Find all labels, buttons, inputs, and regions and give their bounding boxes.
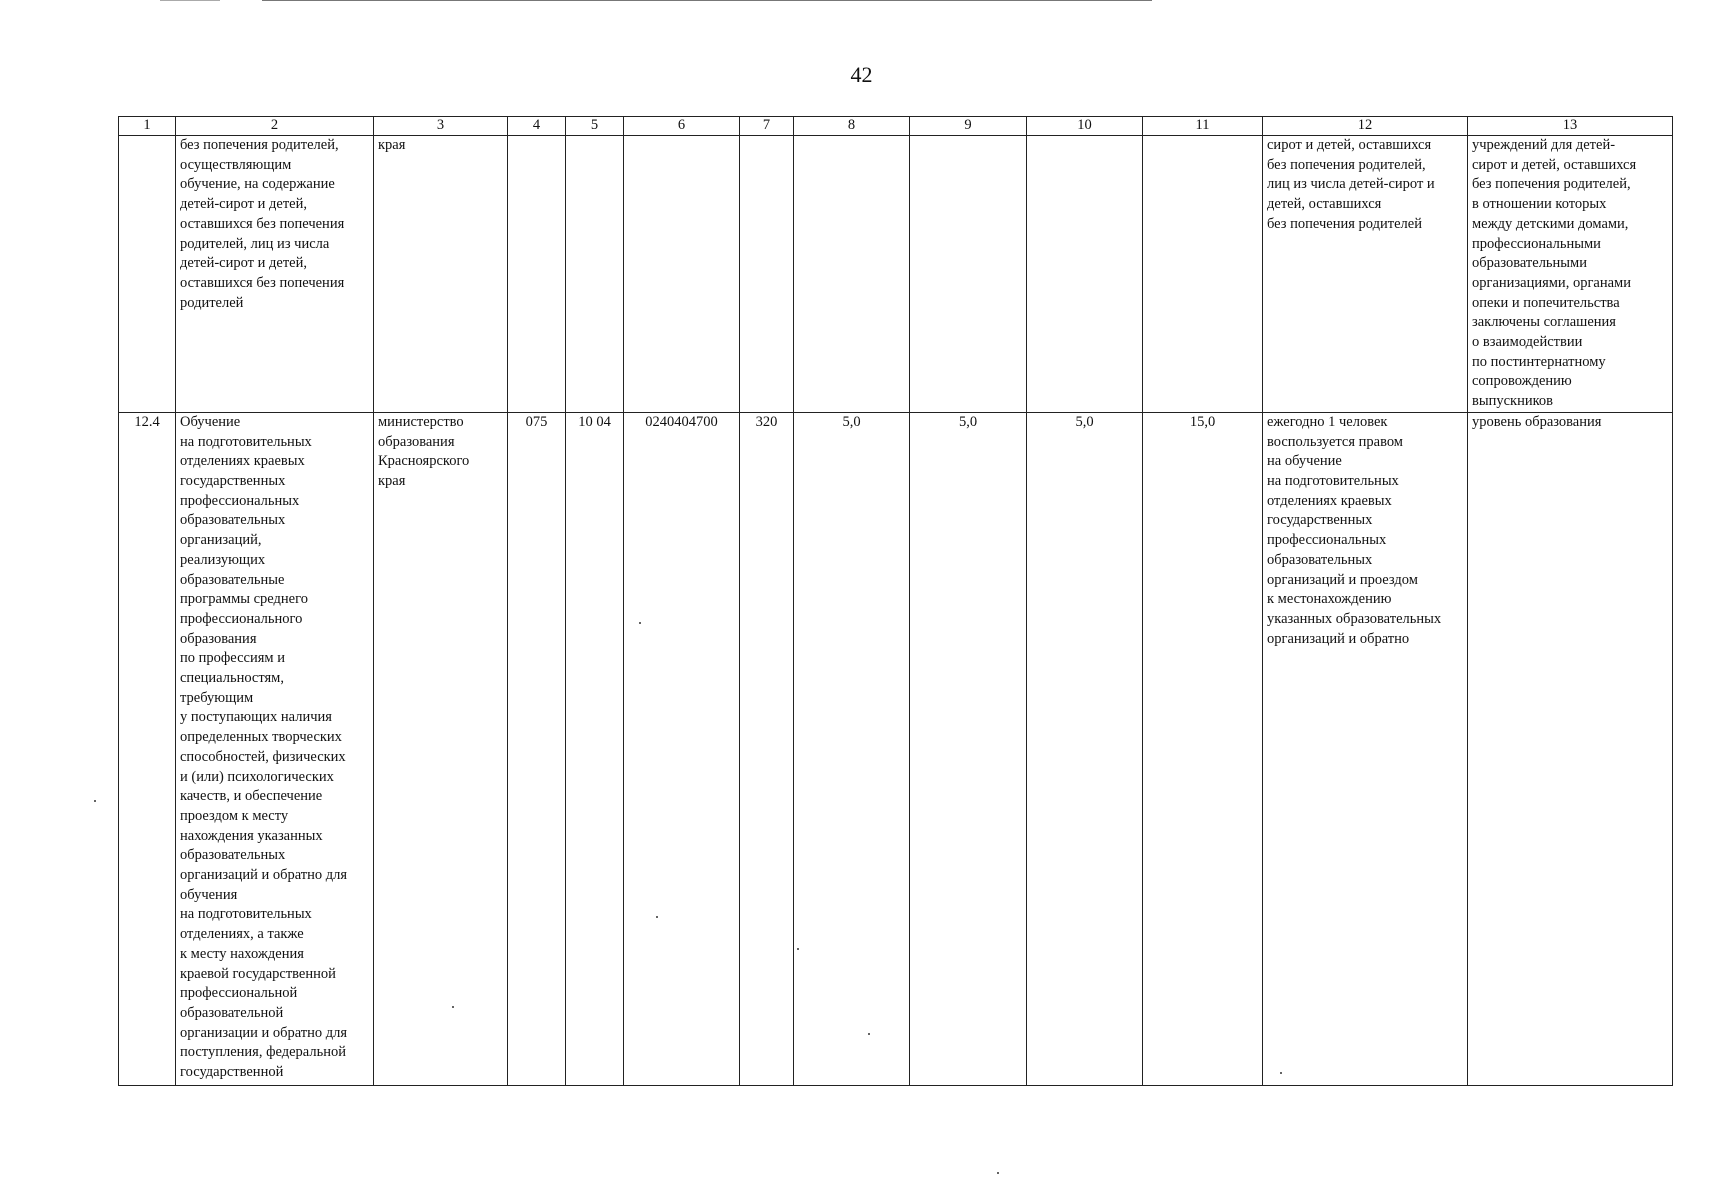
column-header: 1 <box>119 117 176 136</box>
column-header: 9 <box>910 117 1027 136</box>
table-row <box>119 136 1673 413</box>
column-header: 10 <box>1027 117 1143 136</box>
indicator-cell: уровень образования <box>1468 412 1673 1085</box>
expected-result-cell: ежегодно 1 человек воспользуется правом на обучение на подготовительных отделениях краевых государственных профессиональных образовательных организаций и проездом к местонахождению указанных образовательных организаций и обратно <box>1263 412 1468 1085</box>
scan-speck <box>997 1172 999 1174</box>
csr-code-cell <box>624 136 740 413</box>
indicator-cell: учреждений для детей- сирот и детей, оставшихся без попечения родителей, в отношении которых между детскими домами, профессиональными образовательными организациями, органами опеки и попечительства заключены соглашения о взаимодействии по постинтернатному сопровождению выпускников <box>1468 136 1673 413</box>
scan-speck <box>656 916 658 918</box>
scan-speck <box>797 948 799 950</box>
column-header: 2 <box>176 117 374 136</box>
scan-speck <box>639 622 641 624</box>
csr-code-cell: 0240404700 <box>624 412 740 1085</box>
total-amount-cell <box>1143 136 1263 413</box>
column-header: 8 <box>794 117 910 136</box>
table-row <box>119 412 1673 1085</box>
item-number-cell <box>119 136 176 413</box>
executor-cell: министерство образования Красноярского края <box>374 412 508 1085</box>
column-number-row <box>119 117 1673 136</box>
grbs-code-cell: 075 <box>508 412 566 1085</box>
column-header: 5 <box>566 117 624 136</box>
year1-amount-cell: 5,0 <box>794 412 910 1085</box>
budget-table <box>118 116 1673 1086</box>
column-header: 3 <box>374 117 508 136</box>
year2-amount-cell <box>910 136 1027 413</box>
scan-speck <box>1280 1072 1282 1074</box>
grbs-code-cell <box>508 136 566 413</box>
measure-name-cell: без попечения родителей, осуществляющим обучение, на содержание детей-сирот и детей, оставшихся без попечения родителей, лиц из числа детей-сирот и детей, оставшихся без попечения родителей <box>176 136 374 413</box>
rzpr-code-cell: 10 04 <box>566 412 624 1085</box>
year3-amount-cell: 5,0 <box>1027 412 1143 1085</box>
rzpr-code-cell <box>566 136 624 413</box>
column-header: 7 <box>740 117 794 136</box>
vr-code-cell <box>740 136 794 413</box>
year3-amount-cell <box>1027 136 1143 413</box>
year1-amount-cell <box>794 136 910 413</box>
scan-speck <box>452 1006 454 1008</box>
scan-top-rule <box>262 0 1152 1</box>
item-number-cell: 12.4 <box>119 412 176 1085</box>
scan-speck <box>868 1033 870 1035</box>
total-amount-cell: 15,0 <box>1143 412 1263 1085</box>
vr-code-cell: 320 <box>740 412 794 1085</box>
year2-amount-cell: 5,0 <box>910 412 1027 1085</box>
column-header: 11 <box>1143 117 1263 136</box>
executor-cell: края <box>374 136 508 413</box>
column-header: 4 <box>508 117 566 136</box>
page-number: 42 <box>850 62 873 87</box>
column-header: 6 <box>624 117 740 136</box>
expected-result-cell: сирот и детей, оставшихся без попечения родителей, лиц из числа детей-сирот и детей, оставшихся без попечения родителей <box>1263 136 1468 413</box>
column-header: 12 <box>1263 117 1468 136</box>
measure-name-cell: Обучение на подготовительных отделениях краевых государственных профессиональных образовательных организаций, реализующих образовательные программы среднего профессионального образования по профессиям и специальностям, требующим у поступающих наличия определенных творческих способностей, физических и (или) психологических качеств, и обеспечение проездом к месту нахождения указанных образовательных организаций и обратно для обучения на подготовительных отделениях, а также к месту нахождения краевой государственной профессиональной образовательной организации и обратно для поступления, федеральной государственной <box>176 412 374 1085</box>
scan-speck <box>94 800 96 802</box>
column-header: 13 <box>1468 117 1673 136</box>
scan-edge-mark <box>160 0 220 1</box>
